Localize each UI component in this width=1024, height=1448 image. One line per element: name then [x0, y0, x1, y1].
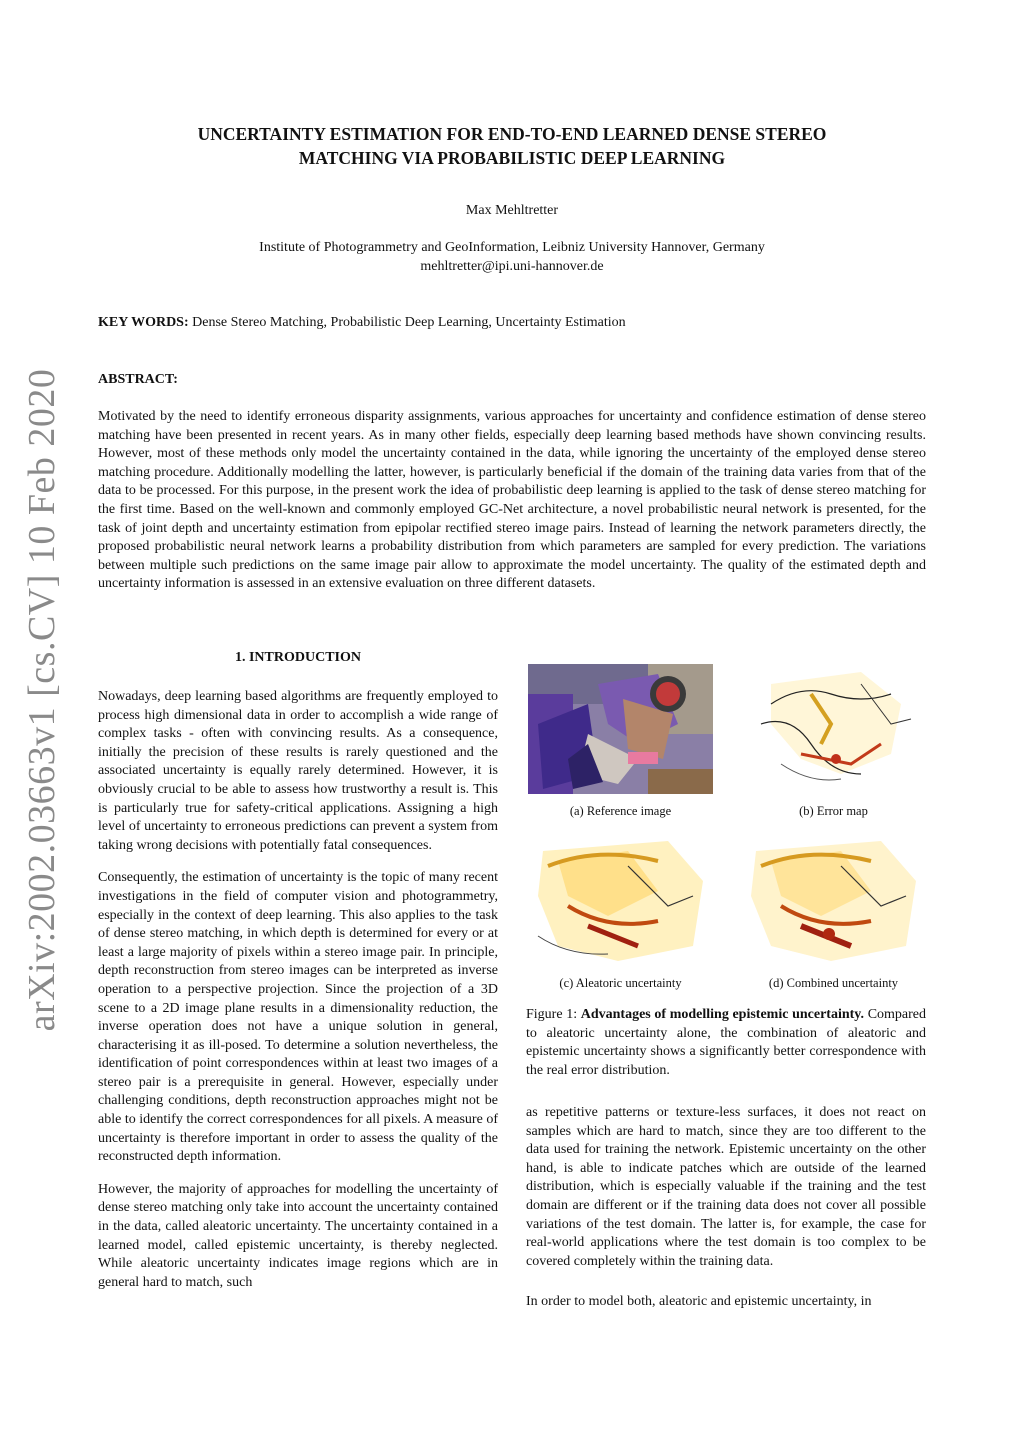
email: mehltretter@ipi.uni-hannover.de	[420, 259, 604, 274]
subfigure-b	[741, 664, 926, 819]
affiliation: Institute of Photogrammetry and GeoInformation, Leibniz University Hannover, Germany	[259, 240, 765, 255]
section-heading: 1. INTRODUCTION	[234, 650, 361, 665]
caption-d: (d) Combined uncertainty	[768, 976, 899, 990]
figure-caption-title: Advantages of modelling epistemic uncertainty.	[580, 1007, 865, 1022]
author: Max Mehltretter	[465, 203, 559, 218]
arxiv-stamp-text: arXiv:2002.03663v1 [cs.CV] 10 Feb 2020	[21, 368, 63, 1032]
combined-uncertainty-image	[741, 836, 926, 966]
keywords-label: KEY WORDS:	[98, 315, 189, 330]
error-map-image	[741, 664, 926, 794]
figure-caption	[526, 1006, 926, 1080]
figure-caption-label: Figure 1:	[526, 1007, 578, 1022]
intro-paragraph-3: However, the majority of approaches for modelling the uncertainty of dense stereo matching only take into account the uncertainty contained in the data, called aleatoric uncertainty. The uncertainty contained in a learned model, called epistemic uncertainty, is thereby neglected. While aleatoric uncertainty indicates image regions which are in general hard to match, such	[98, 1181, 498, 1290]
title-line-2: MATCHING VIA PROBABILISTIC DEEP LEARNING	[298, 148, 726, 168]
right-paragraph-1: as repetitive patterns or texture-less surfaces, it does not react on samples which are hard to match, since they are too different to the data used for training the network. Epistemic uncertainty on the other hand, is able to indicate patches which are outside of the learned distribution, which is especially valuable if the training and the test domain are different or if the training data does not cover all possible variations of the test domain. The latter is, for example, the case for real-world applications where the test domain is too complex to be covered completely within the training data.	[526, 1105, 926, 1269]
title-line-1: UNCERTAINTY ESTIMATION FOR END-TO-END LEARNED DENSE STEREO	[197, 124, 827, 144]
caption-a: (a) Reference image	[569, 804, 672, 818]
keywords-text: Dense Stereo Matching, Probabilistic Deep Learning, Uncertainty Estimation	[192, 315, 626, 330]
caption-b: (b) Error map	[799, 804, 868, 818]
right-column	[526, 1104, 926, 1326]
left-column	[98, 650, 498, 1306]
keywords	[98, 314, 926, 332]
subfigure-c	[528, 836, 713, 991]
right-paragraph-2: In order to model both, aleatoric and epistemic uncertainty, in	[526, 1294, 872, 1310]
paper-title	[98, 122, 926, 170]
reference-image	[528, 664, 713, 794]
figure-caption-text: Compared to aleatoric uncertainty alone, the combination of aleatoric and epistemic uncertainty shows a significantly better correspondence with the real error distribution.	[526, 1007, 927, 1078]
subfigure-d	[741, 836, 926, 991]
intro-paragraph-2: Consequently, the estimation of uncertainty is the topic of many recent investigations in the field of computer vision and photogrammetry, especially in the context of deep learning. This also applies to the task of dense stereo matching, in which depth is determined for every or at least a large majority of pixels within a stereo image pair. In principle, depth reconstruction from stereo images can be interpreted as inverse operation to a perspective projection. Since the projection of a 3D scene to a 2D image plane results in a dimensionality reduction, the inverse operation does not have a unique solution in general, characterising it as ill-posed. To determine a solution nevertheless, the identification of point correspondences within at least two images of a stereo pair is a prerequisite in general. However, especially under challenging conditions, depth reconstruction approaches might not be able to identify the correct correspondences for all pixels. A measure of uncertainty is therefore important in order to assess the quality of the reconstructed depth information.	[98, 870, 498, 1165]
subfigure-a	[528, 664, 713, 819]
caption-c: (c) Aleatoric uncertainty	[559, 976, 682, 990]
abstract-text: Motivated by the need to identify erroneous disparity assignments, various approaches for uncertainty and confidence estimation of dense stereo matching have been presented in recent years. As in many other fields, especially deep learning based methods have shown convincing results. However, most of these methods only model the uncertainty contained in the data, while ignoring the uncertainty of the employed dense stereo matching procedure. Additionally modelling the latter, however, is particularly beneficial if the domain of the training data varies from that of the data to be processed. For this purpose, in the present work the idea of probabilistic deep learning is applied to the task of dense stereo matching for the first time. Based on the well-known and commonly employed GC-Net architecture, a novel probabilistic neural network is presented, for the task of joint depth and uncertainty estimation from epipolar rectified stereo image pairs. Instead of learning the network parameters directly, the proposed probabilistic neural network learns a probability distribution from which parameters are sampled for every prediction. The variations between multiple such predictions on the same image pair allow to approximate the model uncertainty. The quality of the estimated depth and uncertainty information is assessed in an extensive evaluation on three different datasets.	[98, 409, 926, 592]
abstract-heading: ABSTRACT:	[98, 372, 178, 387]
aleatoric-uncertainty-image	[528, 836, 713, 966]
intro-paragraph-1: Nowadays, deep learning based algorithms are frequently employed to process high dimensional data in order to accomplish a wide range of complex tasks - often with convincing results. As a consequence, initially the precision of these results is rarely questioned and the associated uncertainty is equally rarely determined. However, it is obviously crucial to be able to assess how trustworthy a result is. This is particularly true for safety-critical applications. Assigning a high level of uncertainty to erroneous predictions can prevent a system from taking wrong decisions with potentially fatal consequences.	[98, 689, 498, 853]
